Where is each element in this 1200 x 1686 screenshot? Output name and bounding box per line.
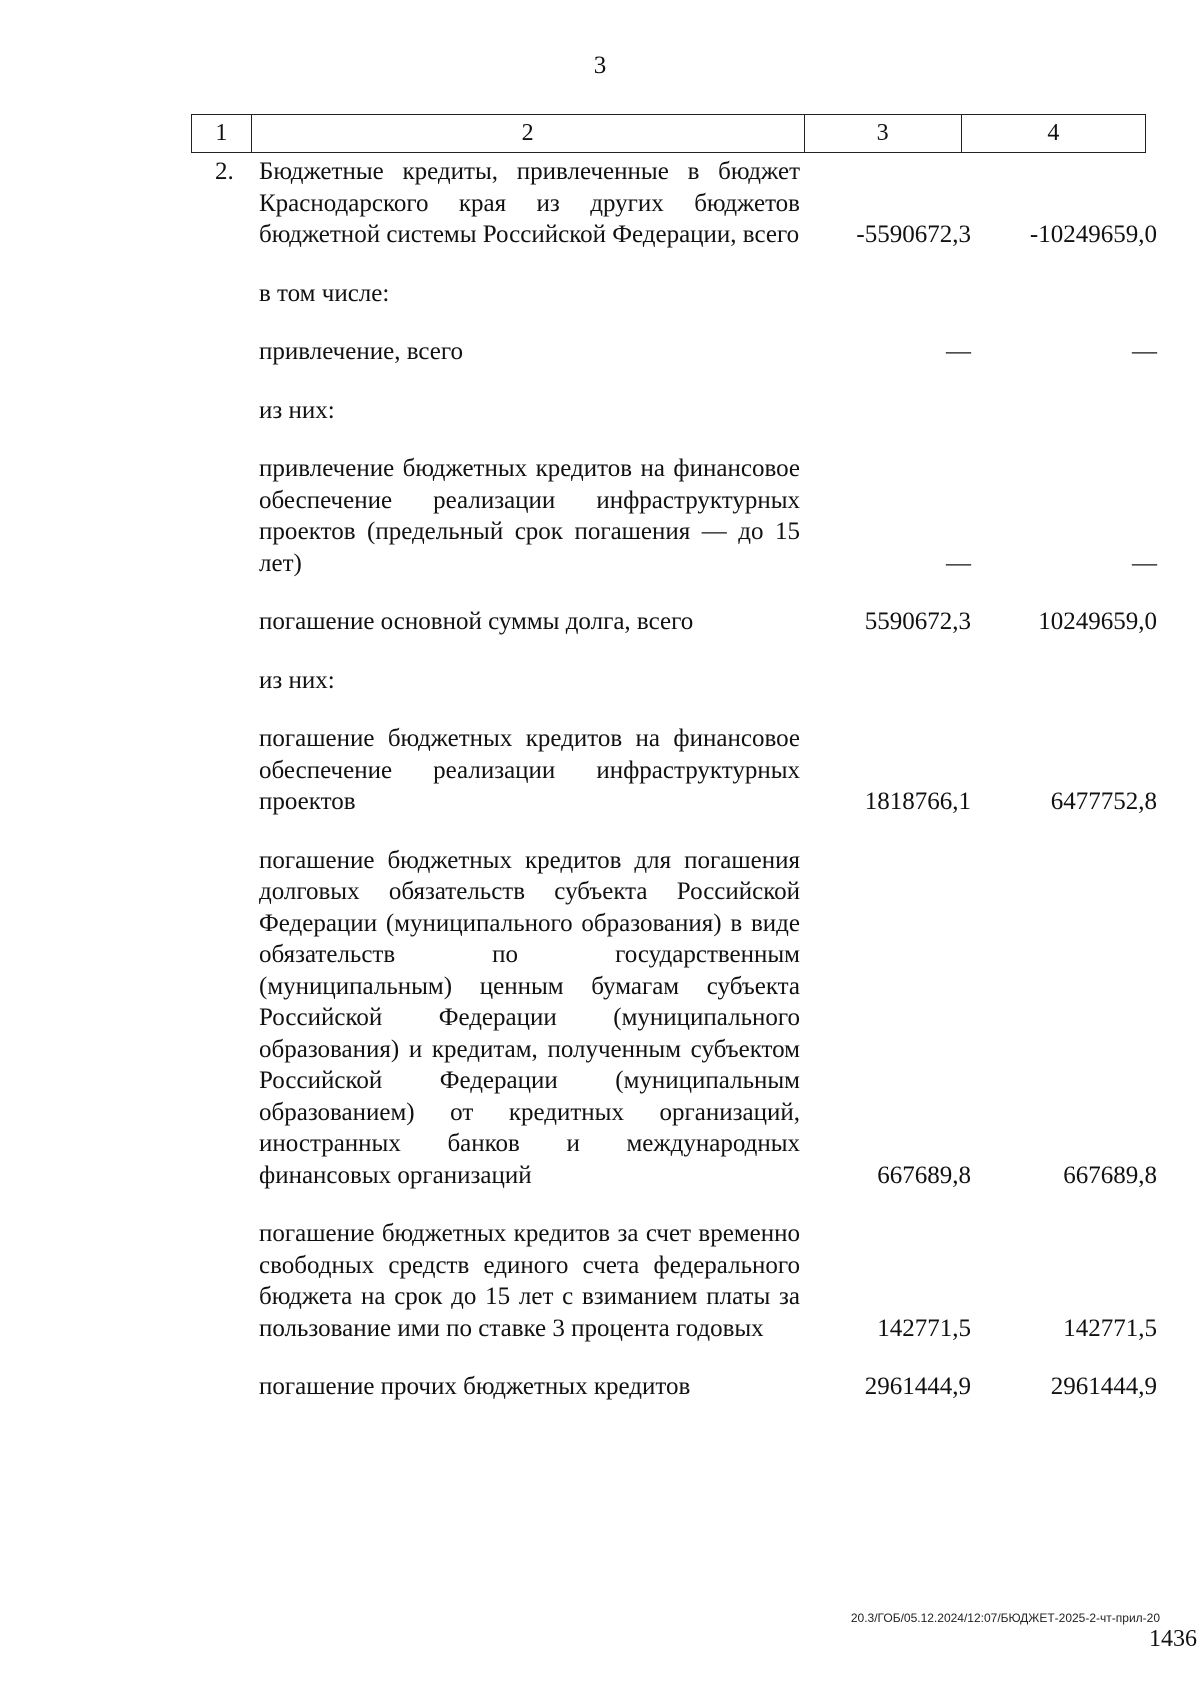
row-value-col3: 5590672,3 bbox=[864, 608, 971, 635]
row-value-col4: 10249659,0 bbox=[1038, 608, 1157, 635]
row-description: Бюджетные кредиты, привлеченные в бюджет Краснодарского края из других бюджетов бюджетной системы Российской Федерации, всего bbox=[259, 158, 800, 248]
row-value-col3: 1818766,1 bbox=[864, 788, 971, 815]
row-description: погашение основной суммы долга, всего bbox=[259, 608, 694, 635]
header-col-1: 1 bbox=[192, 115, 252, 153]
table-row bbox=[191, 723, 1161, 818]
row-value-col4: — bbox=[1132, 338, 1157, 365]
row-value-col4: -10249659,0 bbox=[1029, 221, 1157, 248]
table-row bbox=[191, 453, 1161, 579]
table-row bbox=[191, 1371, 1161, 1403]
row-description: из них: bbox=[259, 396, 335, 424]
table-row bbox=[191, 845, 1161, 1192]
footer-page-number: 1436 bbox=[1149, 1626, 1197, 1652]
row-description: погашение бюджетных кредитов на финансовое обеспечение реализации инфраструктурных проектов bbox=[259, 725, 800, 815]
row-value-col4: — bbox=[1132, 549, 1157, 577]
row-description: в том числе: bbox=[259, 279, 390, 307]
row-value-col3: — bbox=[946, 549, 971, 577]
table-row bbox=[191, 395, 1161, 427]
row-description: из них: bbox=[259, 666, 335, 694]
table-header bbox=[191, 114, 1146, 153]
document-code: 20.3/ГОБ/05.12.2024/12:07/БЮДЖЕТ-2025-2-чт-прил-20 bbox=[850, 1611, 1160, 1625]
row-value-col4: 142771,5 bbox=[1063, 1314, 1157, 1342]
row-value-col4: 6477752,8 bbox=[1050, 788, 1157, 815]
row-value-col4: 667689,8 bbox=[1063, 1161, 1157, 1189]
row-value-col3: 667689,8 bbox=[877, 1161, 971, 1189]
header-col-2: 2 bbox=[251, 115, 804, 153]
row-description: погашение прочих бюджетных кредитов bbox=[259, 1373, 691, 1400]
row-value-col3: — bbox=[946, 338, 971, 365]
table-row bbox=[191, 278, 1161, 310]
table-body bbox=[191, 156, 1161, 1403]
row-value-col3: -5590672,3 bbox=[856, 221, 971, 248]
header-col-3: 3 bbox=[804, 115, 961, 153]
row-value-col3: 142771,5 bbox=[877, 1314, 971, 1342]
table-row bbox=[191, 1218, 1161, 1344]
header-col-4: 4 bbox=[961, 115, 1145, 153]
row-value-col3: 2961444,9 bbox=[864, 1373, 971, 1400]
row-description: погашение бюджетных кредитов за счет временно свободных средств единого счета федерального бюджета на срок до 15 лет с взиманием платы за пользование ими по ставке 3 процента годовых bbox=[259, 1220, 800, 1342]
row-description: привлечение, всего bbox=[259, 338, 463, 365]
page-number: 3 bbox=[593, 52, 607, 79]
row-description: привлечение бюджетных кредитов на финансовое обеспечение реализации инфраструктурных проектов (предельный срок погашения — до 15 лет) bbox=[259, 455, 800, 577]
row-value-col4: 2961444,9 bbox=[1050, 1373, 1157, 1400]
row-description: погашение бюджетных кредитов для погашения долговых обязательств субъекта Российской Федерации (муниципального образования) в виде обязательств по государственным (муниципальным) ценным бумагам субъекта Российской Федерации (муниципального образования) и кредитам, полученным субъектом Российской Федерации (муниципальным образованием) от кредитных организаций, иностранных банков и международных финансовых организаций bbox=[259, 846, 800, 1189]
table-row bbox=[191, 665, 1161, 697]
table-row bbox=[191, 606, 1161, 638]
table-row bbox=[191, 156, 1161, 251]
row-number: 2. bbox=[215, 158, 234, 185]
table-row bbox=[191, 336, 1161, 368]
